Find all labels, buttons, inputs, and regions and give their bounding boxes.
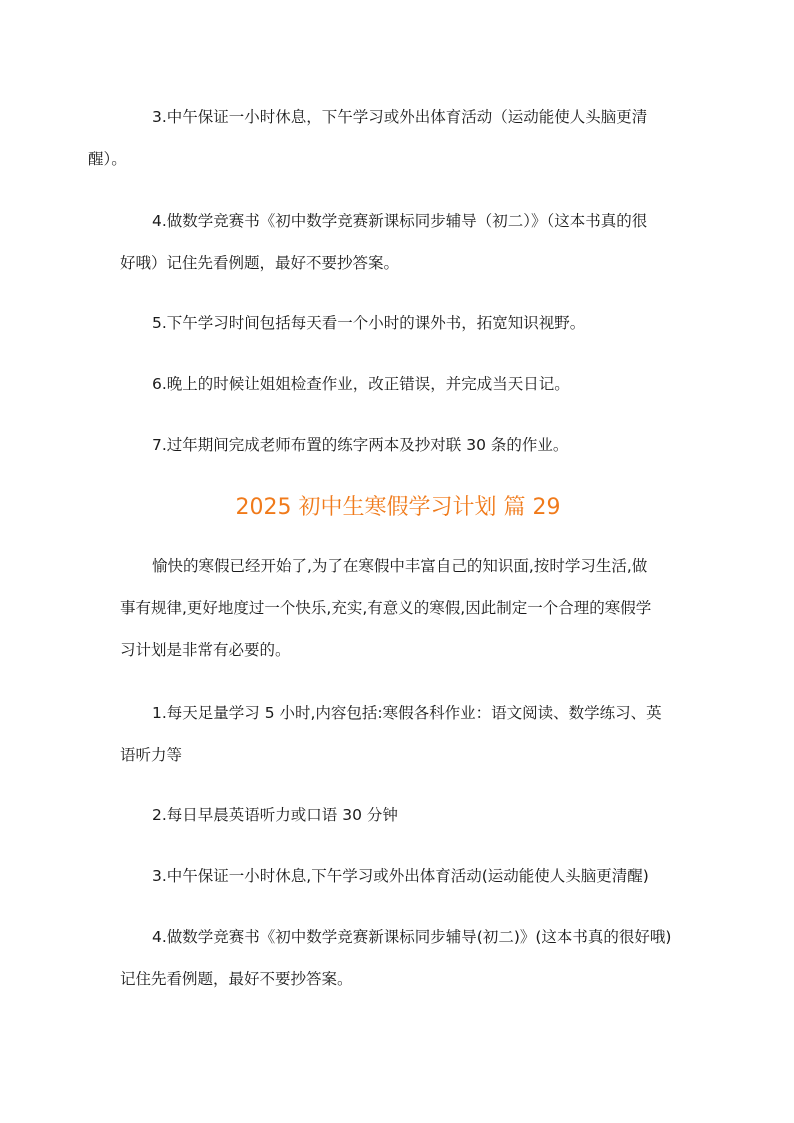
text-line: 语听力等	[120, 746, 183, 764]
text-line: 记住先看例题，最好不要抄答案。	[120, 970, 353, 988]
text-line: 愉快的寒假已经开始了,为了在寒假中丰富自己的知识面,按时学习生活,做	[152, 557, 648, 575]
paragraph-math-competition	[120, 200, 676, 284]
text-line: 事有规律,更好地度过一个快乐,充实,有意义的寒假,因此制定一个合理的寒假学	[120, 599, 652, 617]
section-heading: 2025 初中生寒假学习计划 篇 29	[235, 495, 561, 520]
text-line: 3.中午保证一小时休息，下午学习或外出体育活动（运动能使人头脑更清	[152, 108, 648, 126]
paragraph-midday-rest-2	[120, 855, 676, 897]
paragraph-new-year	[120, 424, 676, 466]
paragraph-evening-check	[120, 363, 676, 405]
paragraph-math-competition-2	[120, 916, 676, 1000]
paragraph-intro	[120, 545, 676, 671]
text-line: 3.中午保证一小时休息,下午学习或外出体育活动(运动能使人头脑更清醒)	[152, 867, 649, 885]
text-line: 4.做数学竞赛书《初中数学竞赛新课标同步辅导（初二）》（这本书真的很	[152, 212, 648, 230]
paragraph-reading	[120, 302, 676, 344]
text-line: 5.下午学习时间包括每天看一个小时的课外书，拓宽知识视野。	[152, 314, 586, 332]
text-line: 1.每天足量学习 5 小时,内容包括:寒假各科作业：语文阅读、数学练习、英	[152, 704, 662, 722]
text-line: 2.每日早晨英语听力或口语 30 分钟	[152, 806, 398, 824]
text-line: 7.过年期间完成老师布置的练字两本及抄对联 30 条的作业。	[152, 436, 569, 454]
text-line: 好哦）记住先看例题，最好不要抄答案。	[120, 254, 400, 272]
text-line: 6.晚上的时候让姐姐检查作业，改正错误，并完成当天日记。	[152, 375, 570, 393]
paragraph-daily-study	[120, 692, 676, 776]
paragraph-english	[120, 794, 676, 836]
paragraph-midday-rest	[88, 96, 676, 180]
text-line: 习计划是非常有必要的。	[120, 641, 291, 659]
text-line: 4.做数学竞赛书《初中数学竞赛新课标同步辅导(初二)》(这本书真的很好哦)	[152, 928, 672, 946]
text-line: 醒）。	[88, 150, 127, 168]
